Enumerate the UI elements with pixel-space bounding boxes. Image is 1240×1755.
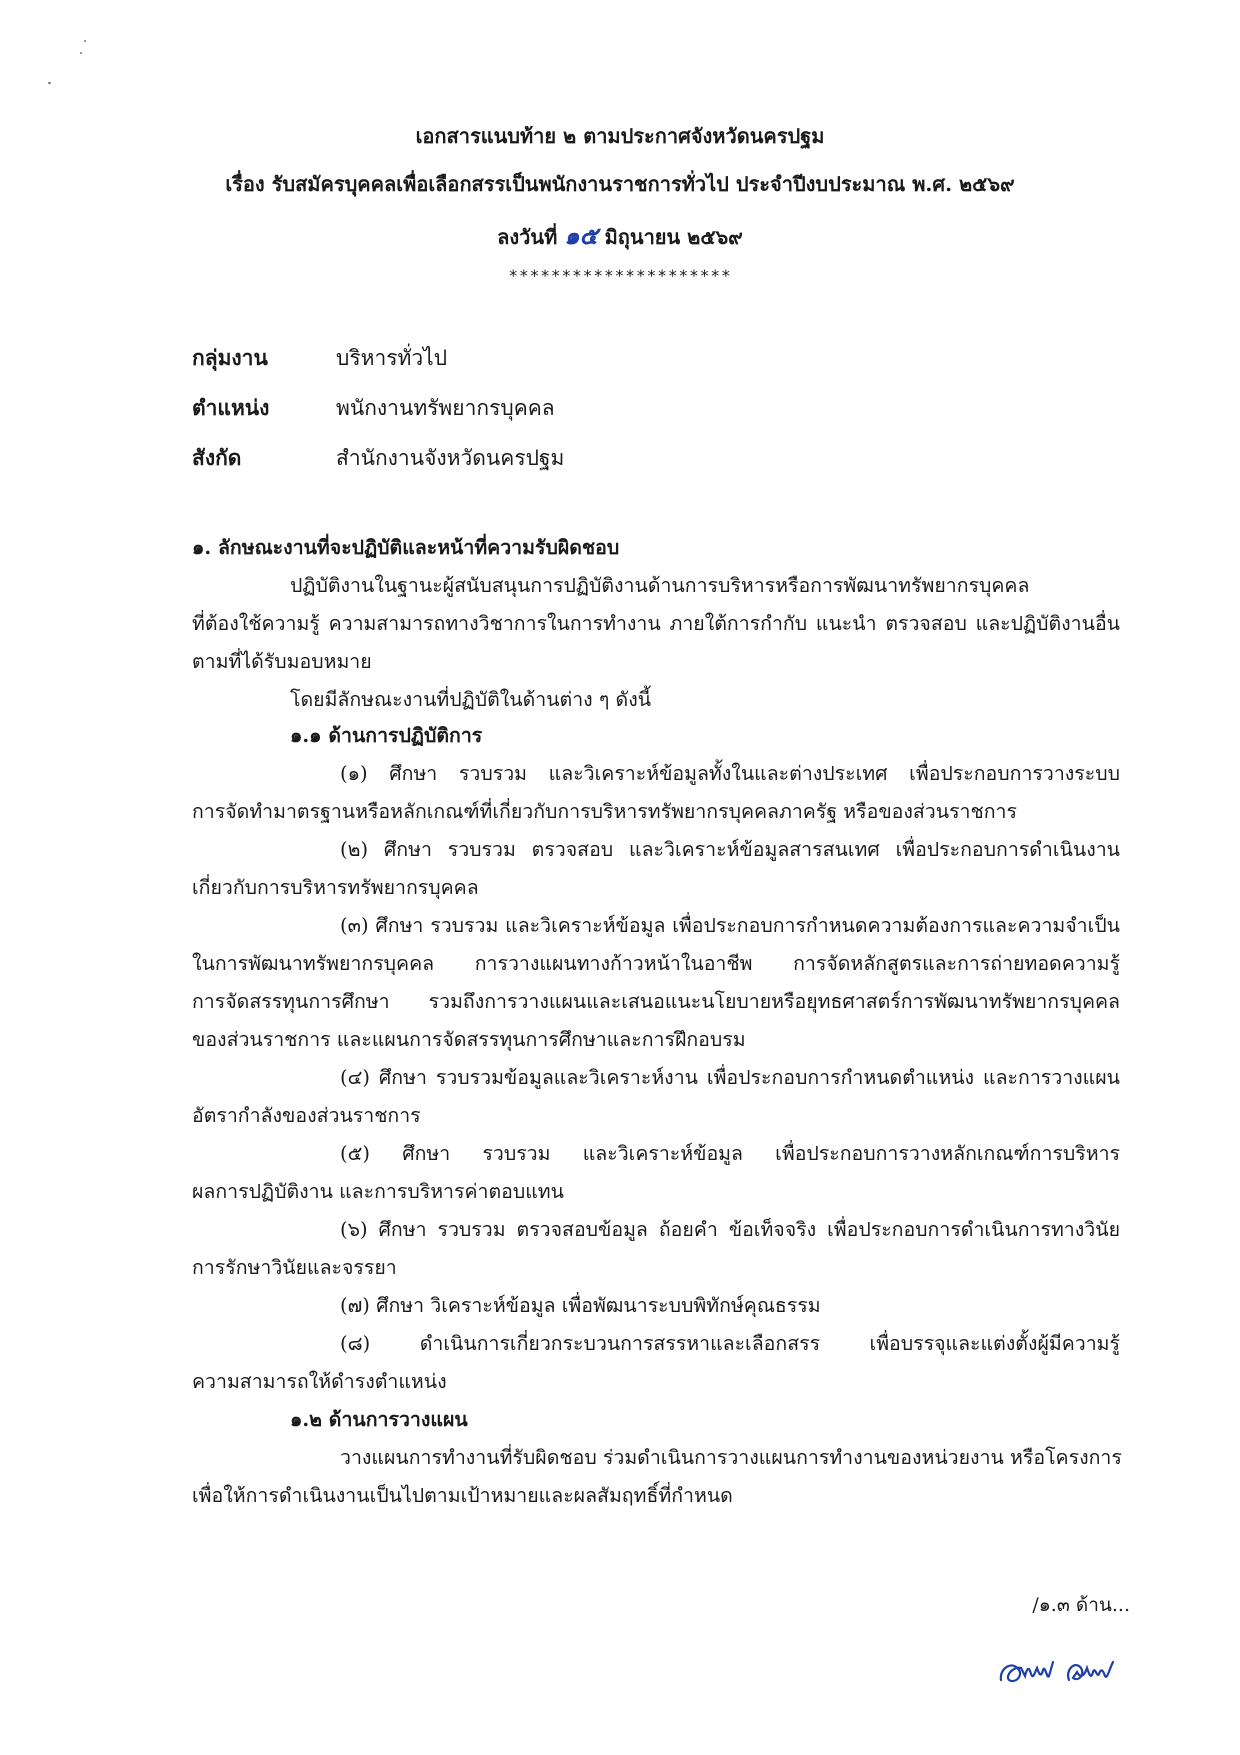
field-value-group: บริหารทั่วไป	[336, 346, 448, 370]
intro-line: ตามที่ได้รับมอบหมาย	[192, 650, 372, 673]
item-4-line: (๔) ศึกษา รวบรวมข้อมูลและวิเคราะห์งาน เพื่อประกอบการกำหนดตำแหน่ง และการวางแผน	[340, 1066, 1120, 1089]
item-1-line: การจัดทำมาตรฐานหรือหลักเกณฑ์ที่เกี่ยวกับการบริหารทรัพยากรบุคคลภาครัฐ หรือของส่วนราชการ	[192, 800, 1017, 823]
field-value-position: พนักงานทรัพยากรบุคคล	[336, 396, 555, 420]
item-8-line: ความสามารถให้ดำรงตำแหน่ง	[192, 1370, 447, 1393]
handwritten-signatures	[995, 1650, 1135, 1694]
scan-speck	[80, 52, 82, 54]
field-label-position: ตำแหน่ง	[192, 395, 270, 420]
field-label-group: กลุ่มงาน	[192, 345, 268, 370]
item-5-line: ผลการปฏิบัติงาน และการบริหารค่าตอบแทน	[192, 1180, 564, 1203]
item-3-line: ของส่วนราชการ และแผนการจัดสรรทุนการศึกษาและการฝึกอบรม	[192, 1028, 746, 1051]
header-line-1: เอกสารแนบท้าย ๒ ตามประกาศจังหวัดนครปฐม	[415, 124, 825, 148]
item-8-line: (๘) ดำเนินการเกี่ยวกระบวนการสรรหาและเลือกสรร เพื่อบรรจุและแต่งตั้งผู้มีความรู้	[340, 1332, 1120, 1355]
intro-line: ที่ต้องใช้ความรู้ ความสามารถทางวิชาการในการทำงาน ภายใต้การกำกับ แนะนำ ตรวจสอบ และปฏิบัติงานอื่น	[192, 612, 1120, 635]
continuation-note: /๑.๓ ด้าน...	[1032, 1594, 1130, 1616]
separator-stars: *********************	[508, 266, 732, 285]
field-value-affiliation: สำนักงานจังหวัดนครปฐม	[336, 446, 565, 470]
scan-speck	[48, 82, 51, 84]
field-label-affiliation: สังกัด	[192, 445, 242, 470]
item-4-line: อัตรากำลังของส่วนราชการ	[192, 1104, 421, 1127]
lead-line: โดยมีลักษณะงานที่ปฏิบัติในด้านต่าง ๆ ดังนี้	[290, 688, 652, 711]
item-3-line: (๓) ศึกษา รวบรวม และวิเคราะห์ข้อมูล เพื่อประกอบการกำหนดความต้องการและความจำเป็น	[340, 914, 1120, 937]
date-prefix: ลงวันที่	[497, 225, 558, 249]
header-date	[0, 216, 1240, 255]
item-2-line: เกี่ยวกับการบริหารทรัพยากรบุคคล	[192, 876, 479, 899]
item-6-line: การรักษาวินัยและจรรยา	[192, 1256, 397, 1279]
section-1-title: ๑. ลักษณะงานที่จะปฏิบัติและหน้าที่ความรับผิดชอบ	[192, 536, 620, 559]
item-6-line: (๖) ศึกษา รวบรวม ตรวจสอบข้อมูล ถ้อยคำ ข้อเท็จจริง เพื่อประกอบการดำเนินการทางวินัย	[340, 1218, 1120, 1241]
subsection-1-1-title: ๑.๑ ด้านการปฏิบัติการ	[290, 724, 483, 747]
item-1-line: (๑) ศึกษา รวบรวม และวิเคราะห์ข้อมูลทั้งในและต่างประเทศ เพื่อประกอบการวางระบบ	[340, 762, 1120, 785]
item-5-line: (๕) ศึกษา รวบรวม และวิเคราะห์ข้อมูล เพื่อประกอบการวางหลักเกณฑ์การบริหาร	[340, 1142, 1120, 1165]
header-line-2: เรื่อง รับสมัครบุคคลเพื่อเลือกสรรเป็นพนักงานราชการทั่วไป ประจำปีงบประมาณ พ.ศ. ๒๕๖๙	[225, 172, 1015, 196]
item-3-line: การจัดสรรทุนการศึกษา รวมถึงการวางแผนและเสนอแนะนโยบายหรือยุทธศาสตร์การพัฒนาทรัพยากรบุคคล	[192, 990, 1120, 1013]
subsection-1-2-title: ๑.๒ ด้านการวางแผน	[290, 1408, 468, 1431]
scan-speck	[84, 40, 86, 42]
intro-line: ปฏิบัติงานในฐานะผู้สนับสนุนการปฏิบัติงานด้านการบริหารหรือการพัฒนาทรัพยากรบุคคล	[290, 574, 1030, 597]
planning-line: เพื่อให้การดำเนินงานเป็นไปตามเป้าหมายและผลสัมฤทธิ์ที่กำหนด	[192, 1484, 733, 1507]
item-7-line: (๗) ศึกษา วิเคราะห์ข้อมูล เพื่อพัฒนาระบบพิทักษ์คุณธรรม	[340, 1294, 821, 1317]
date-suffix: มิถุนายน ๒๕๖๙	[604, 225, 743, 249]
item-2-line: (๒) ศึกษา รวบรวม ตรวจสอบ และวิเคราะห์ข้อมูลสารสนเทศ เพื่อประกอบการดำเนินงาน	[340, 838, 1120, 861]
date-day-handwritten: ๑๕	[564, 221, 598, 250]
item-3-line: ในการพัฒนาทรัพยากรบุคคล การวางแผนทางก้าวหน้าในอาชีพ การจัดหลักสูตรและการถ่ายทอดความรู้	[192, 952, 1120, 975]
planning-line: วางแผนการทำงานที่รับผิดชอบ ร่วมดำเนินการวางแผนการทำงานของหน่วยงาน หรือโครงการ	[340, 1446, 1122, 1469]
